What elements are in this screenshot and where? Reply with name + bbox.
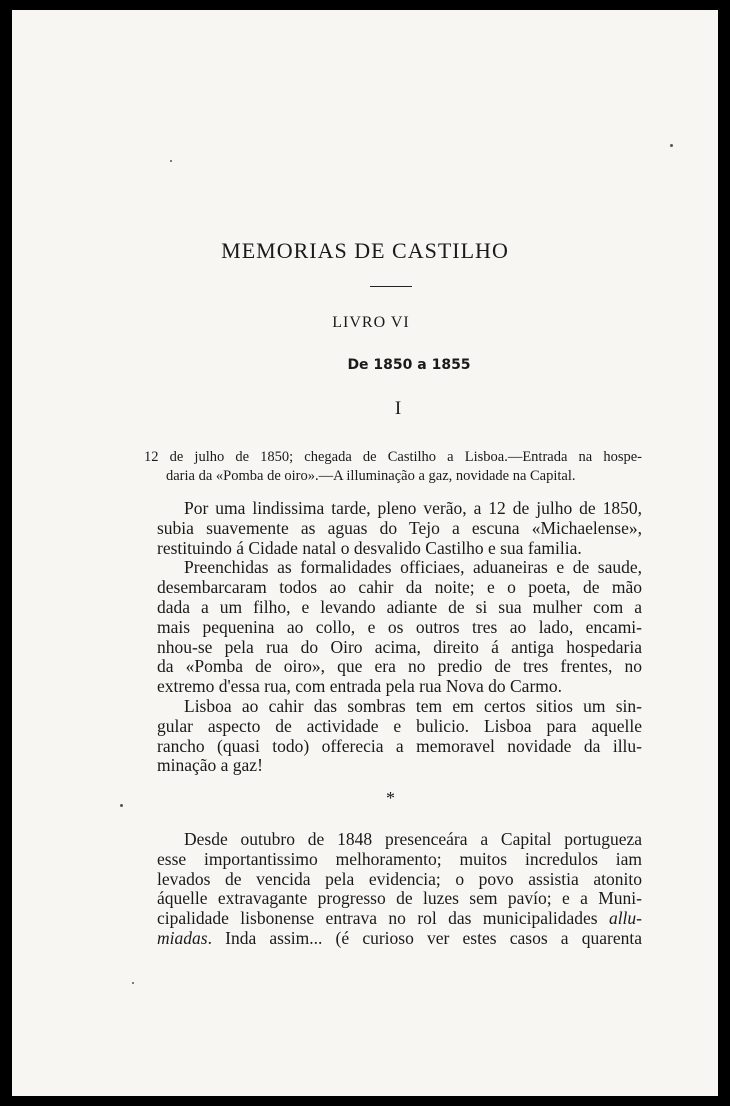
speck xyxy=(120,804,123,807)
text-line: esse importantissimo melhoramento; muitos incredulos iam xyxy=(157,848,642,869)
summary-line: daria da «Pomba de oiro».—A illuminação a gaz, novidade na Capital. xyxy=(166,468,576,484)
book-title: MEMORIAS DE CASTILHO xyxy=(221,238,509,263)
italic-fragment: miadas xyxy=(157,927,208,948)
text-line: levados de vencida pela evidencia; o povo assistia atonito xyxy=(157,868,642,889)
text-line: nhou-se pela rua do Oiro acima, direito á antiga hospedaria xyxy=(157,636,642,657)
speck xyxy=(170,160,172,162)
text-line: extremo d'essa rua, com entrada pela rua Nova do Carmo. xyxy=(157,676,563,697)
text-line: Desde outubro de 1848 presenceára a Capital portugueza xyxy=(184,829,642,849)
section-separator: * xyxy=(386,788,395,808)
text-line: subia suavemente as aguas do Tejo a escuna «Michaelense», xyxy=(157,517,642,538)
speck xyxy=(670,144,673,147)
text-line: Lisboa ao cahir das sombras tem em certos sitios um sin- xyxy=(184,695,642,716)
page xyxy=(12,10,718,1096)
text-line: mais pequenina ao collo, e os outros tres ao lado, encami- xyxy=(157,616,642,637)
chapter-summary xyxy=(144,448,642,486)
paragraph-1 xyxy=(157,499,642,776)
text-line: áquelle extravagante progresso de luzes sem pavío; e a Muni- xyxy=(157,888,642,909)
chapter-number: I xyxy=(394,398,402,419)
text-line: restituindo á Cidade natal o desvalido Castilho e sua familia. xyxy=(157,537,582,558)
speck xyxy=(132,982,134,984)
text-line: Preenchidas as formalidades officiaes, aduaneiras e de saude, xyxy=(184,557,642,578)
text-fragment: . Inda assim... (é curioso ver estes casos a quarenta xyxy=(207,927,642,948)
year-range: De 1850 a 1855 xyxy=(347,357,471,373)
book-number: LIVRO VI xyxy=(332,314,410,331)
text-line: rancho (quasi todo) offerecia a memoravel novidade da illu- xyxy=(157,735,642,756)
text-line xyxy=(157,909,642,929)
text-line: desembarcaram todos ao cahir da noite; e o poeta, de mão xyxy=(157,577,642,598)
title-rule xyxy=(370,286,412,287)
italic-fragment: allu- xyxy=(608,908,642,929)
paragraph-2 xyxy=(157,830,642,949)
text-line xyxy=(157,929,642,949)
text-line: Por uma lindissima tarde, pleno verão, a 12 de julho de 1850, xyxy=(184,498,642,518)
text-line: dada a um filho, e levando adiante de si sua mulher com a xyxy=(157,596,642,617)
text-line: gular aspecto de actividade e bulicio. Lisboa para aquelle xyxy=(157,715,642,736)
text-line: minação a gaz! xyxy=(157,755,263,776)
text-fragment: cipalidade lisbonense entrava no rol das municipalidades xyxy=(157,908,609,929)
text-line: da «Pomba de oiro», que era no predio de tres frentes, no xyxy=(157,656,642,677)
summary-line: 12 de julho de 1850; chegada de Castilho a Lisboa.—Entrada na hospe- xyxy=(144,449,642,465)
